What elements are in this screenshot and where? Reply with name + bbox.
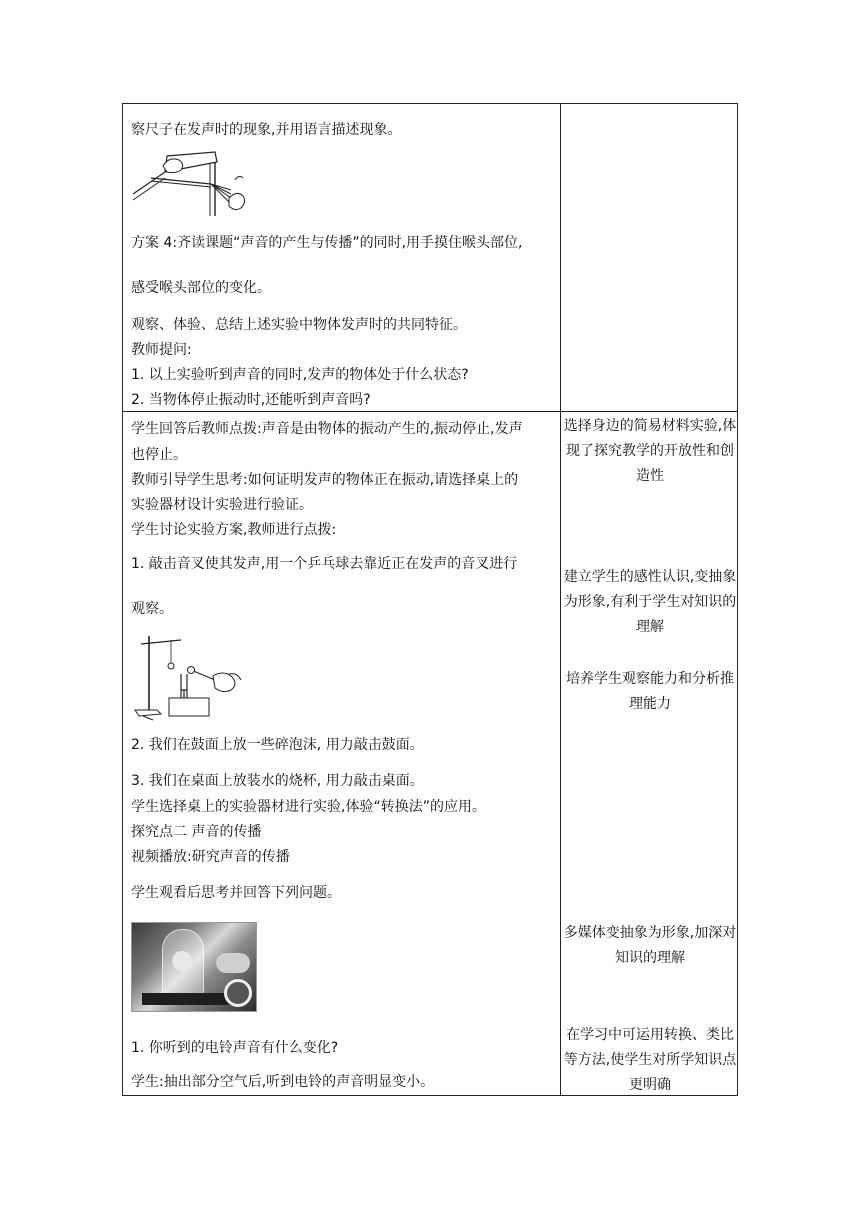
text-line: 观察、体验、总结上述实验中物体发声时的共同特征。: [131, 317, 467, 333]
text-line: 也停止。: [131, 447, 187, 463]
text-line: 学生:抽出部分空气后,听到电铃的声音明显变小。: [131, 1074, 435, 1090]
bell-jar-photo: [131, 922, 257, 1012]
text-line: 学生讨论实验方案,教师进行点拨:: [131, 522, 337, 538]
text-line: 1. 你听到的电铃声音有什么变化?: [131, 1040, 339, 1056]
ruler-experiment-figure: [131, 150, 253, 220]
section-heading: 探究点二 声音的传播: [131, 824, 262, 840]
note-text: 建立学生的感性认识,变抽象为形象,有利于学生对知识的理解: [563, 569, 737, 635]
note-text: 选择身边的简易材料实验,体现了探究教学的开放性和创造性: [563, 418, 737, 484]
text-line: 2. 当物体停止振动时,还能听到声音吗?: [131, 392, 371, 408]
text-line: 1. 以上实验听到声音的同时,发声的物体处于什么状态?: [131, 367, 469, 383]
text-line: 1. 敲击音叉使其发声,用一个乒乓球去靠近正在发声的音叉进行: [131, 556, 518, 572]
tuning-fork-figure: [131, 630, 245, 722]
text-line: 察尺子在发声时的现象,并用语言描述现象。: [131, 122, 402, 138]
note-text: 多媒体变抽象为形象,加深对知识的理解: [563, 925, 737, 966]
text-line: 方案 4:齐读课题“声音的产生与传播”的同时,用手摸住喉头部位,: [131, 235, 523, 251]
text-line: 学生观看后思考并回答下列问题。: [131, 885, 341, 901]
text-line: 学生选择桌上的实验器材进行实验,体验“转换法”的应用。: [131, 799, 486, 815]
note-text: 培养学生观察能力和分析推理能力: [566, 671, 734, 712]
text-line: 实验器材设计实验进行验证。: [131, 497, 313, 513]
text-line: 教师引导学生思考:如何证明发声的物体正在振动,请选择桌上的: [131, 472, 519, 488]
lesson-table: [122, 103, 738, 1096]
text-line: 2. 我们在鼓面上放一些碎泡沫, 用力敲击鼓面。: [131, 737, 424, 753]
text-line: 学生回答后教师点拨:声音是由物体的振动产生的,振动停止,发声: [131, 421, 523, 437]
text-line: 教师提问:: [131, 342, 192, 358]
text-line: 3. 我们在桌面上放装水的烧杯, 用力敲击桌面。: [131, 773, 424, 789]
note-text: 在学习中可运用转换、类比等方法,使学生对所学知识点更明确: [563, 1027, 737, 1093]
row-divider: [123, 411, 737, 412]
text-line: 感受喉头部位的变化。: [131, 280, 271, 296]
text-line: 视频播放:研究声音的传播: [131, 849, 290, 865]
text-line: 观察。: [131, 601, 173, 617]
